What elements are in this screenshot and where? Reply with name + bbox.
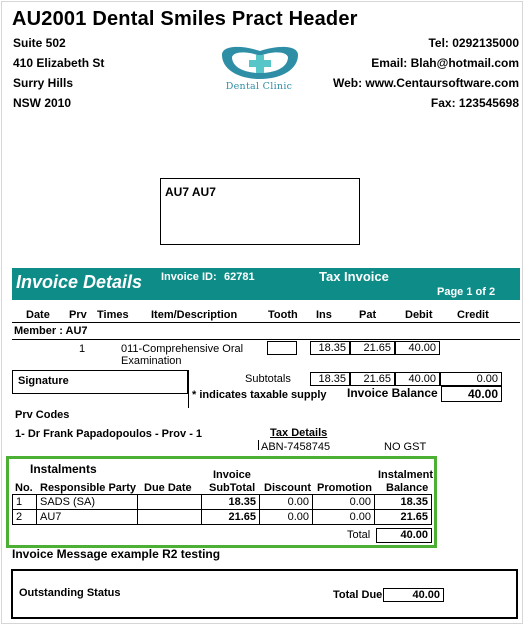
line-item-ins: 18.35 bbox=[310, 341, 350, 355]
inst-col-promotion: Promotion bbox=[317, 482, 372, 494]
invoice-id-label: Invoice ID: bbox=[161, 271, 217, 283]
contact-fax: Fax: 123545698 bbox=[430, 96, 519, 110]
col-times: Times bbox=[97, 309, 129, 321]
subtotal-debit: 40.00 bbox=[395, 372, 440, 386]
address-line-4: NSW 2010 bbox=[13, 96, 72, 110]
total-due-label: Total Due bbox=[333, 589, 383, 601]
col-debit: Debit bbox=[405, 309, 433, 321]
instalments-table bbox=[12, 494, 432, 525]
line-item-pat: 21.65 bbox=[350, 341, 395, 355]
inst-row-due bbox=[138, 510, 202, 525]
subtotal-ins: 18.35 bbox=[310, 372, 350, 386]
inst-row-due bbox=[138, 495, 202, 510]
line-item-description-2: Examination bbox=[121, 355, 182, 367]
inst-col-party: Responsible Party bbox=[40, 482, 136, 494]
inst-total-value: 40.00 bbox=[376, 528, 432, 543]
header-rule bbox=[12, 322, 520, 323]
invoice-details-title: Invoice Details bbox=[16, 272, 143, 292]
invoice-message: Invoice Message example R2 testing bbox=[12, 547, 221, 561]
address-line-2: 410 Elizabeth St bbox=[13, 56, 105, 70]
signature-label: Signature bbox=[18, 375, 69, 387]
col-date: Date bbox=[26, 309, 50, 321]
col-tooth: Tooth bbox=[268, 309, 298, 321]
member-label: Member : AU7 bbox=[14, 325, 88, 337]
subtotals-label: Subtotals bbox=[245, 373, 291, 385]
subtotal-credit: 0.00 bbox=[440, 372, 502, 386]
recipient-name: AU7 AU7 bbox=[165, 185, 216, 199]
signature-divider bbox=[188, 370, 189, 408]
inst-col-subtotal-2: SubTotal bbox=[209, 482, 256, 494]
outstanding-label: Outstanding Status bbox=[19, 587, 121, 599]
inst-row-party: SADS (SA) bbox=[37, 495, 138, 510]
invoice-banner bbox=[12, 268, 520, 300]
inst-col-discount: Discount bbox=[264, 482, 312, 494]
col-prv: Prv bbox=[69, 309, 87, 321]
inst-row-no: 2 bbox=[13, 510, 37, 525]
inst-row-discount: 0.00 bbox=[260, 495, 313, 510]
line-item-description-1: 011-Comprehensive Oral bbox=[121, 343, 244, 355]
inst-row-discount: 0.00 bbox=[260, 510, 313, 525]
table-row bbox=[13, 495, 432, 510]
tooth-cell bbox=[267, 341, 297, 355]
subtotal-pat: 21.65 bbox=[350, 372, 395, 386]
inst-total-label: Total bbox=[347, 529, 371, 541]
inst-col-balance-2: Balance bbox=[386, 482, 429, 494]
inst-col-balance-1: Instalment bbox=[378, 469, 434, 481]
contact-web: Web: www.Centaursoftware.com bbox=[332, 76, 519, 90]
inst-col-due: Due Date bbox=[144, 482, 192, 494]
tax-abn: ABN-7458745 bbox=[261, 441, 331, 453]
line-item-prv: 1 bbox=[79, 343, 86, 355]
page-indicator: Page 1 of 2 bbox=[437, 286, 496, 298]
inst-row-promotion: 0.00 bbox=[313, 510, 375, 525]
inst-col-subtotal-1: Invoice bbox=[213, 469, 251, 481]
inst-row-promotion: 0.00 bbox=[313, 495, 375, 510]
tax-gst: NO GST bbox=[384, 441, 427, 453]
prv-codes-entry: 1- Dr Frank Papadopoulos - Prov - 1 bbox=[15, 428, 203, 440]
inst-row-subtotal: 18.35 bbox=[202, 495, 260, 510]
prv-codes-label: Prv Codes bbox=[15, 409, 70, 421]
col-credit: Credit bbox=[457, 309, 489, 321]
tax-details-divider bbox=[258, 440, 259, 450]
inst-row-balance: 18.35 bbox=[375, 495, 432, 510]
instalments-title: Instalments bbox=[30, 462, 97, 476]
recipient-box bbox=[160, 178, 360, 245]
address-line-3: Surry Hills bbox=[13, 76, 74, 90]
line-item-debit: 40.00 bbox=[395, 341, 440, 355]
inst-row-subtotal: 21.65 bbox=[202, 510, 260, 525]
contact-tel: Tel: 0292135000 bbox=[428, 36, 519, 50]
invoice-balance-value: 40.00 bbox=[441, 386, 502, 402]
inst-col-no: No. bbox=[15, 482, 33, 494]
tax-invoice-label: Tax Invoice bbox=[319, 269, 389, 284]
total-due-value: 40.00 bbox=[383, 588, 444, 602]
tax-details-label: Tax Details bbox=[270, 427, 328, 439]
logo-caption: Dental Clinic bbox=[225, 81, 293, 92]
inst-row-party: AU7 bbox=[37, 510, 138, 525]
invoice-balance-label: Invoice Balance bbox=[347, 386, 438, 400]
col-pat: Pat bbox=[359, 309, 377, 321]
col-ins: Ins bbox=[316, 309, 332, 321]
taxable-note: * indicates taxable supply bbox=[192, 389, 327, 401]
inst-row-balance: 21.65 bbox=[375, 510, 432, 525]
member-rule bbox=[12, 339, 520, 340]
address-line-1: Suite 502 bbox=[13, 36, 66, 50]
inst-row-no: 1 bbox=[13, 495, 37, 510]
practice-title: AU2001 Dental Smiles Pract Header bbox=[12, 8, 358, 30]
table-row bbox=[13, 510, 432, 525]
col-item-description: Item/Description bbox=[151, 309, 238, 321]
contact-email: Email: Blah@hotmail.com bbox=[371, 56, 519, 70]
invoice-id-value: 62781 bbox=[224, 271, 255, 283]
